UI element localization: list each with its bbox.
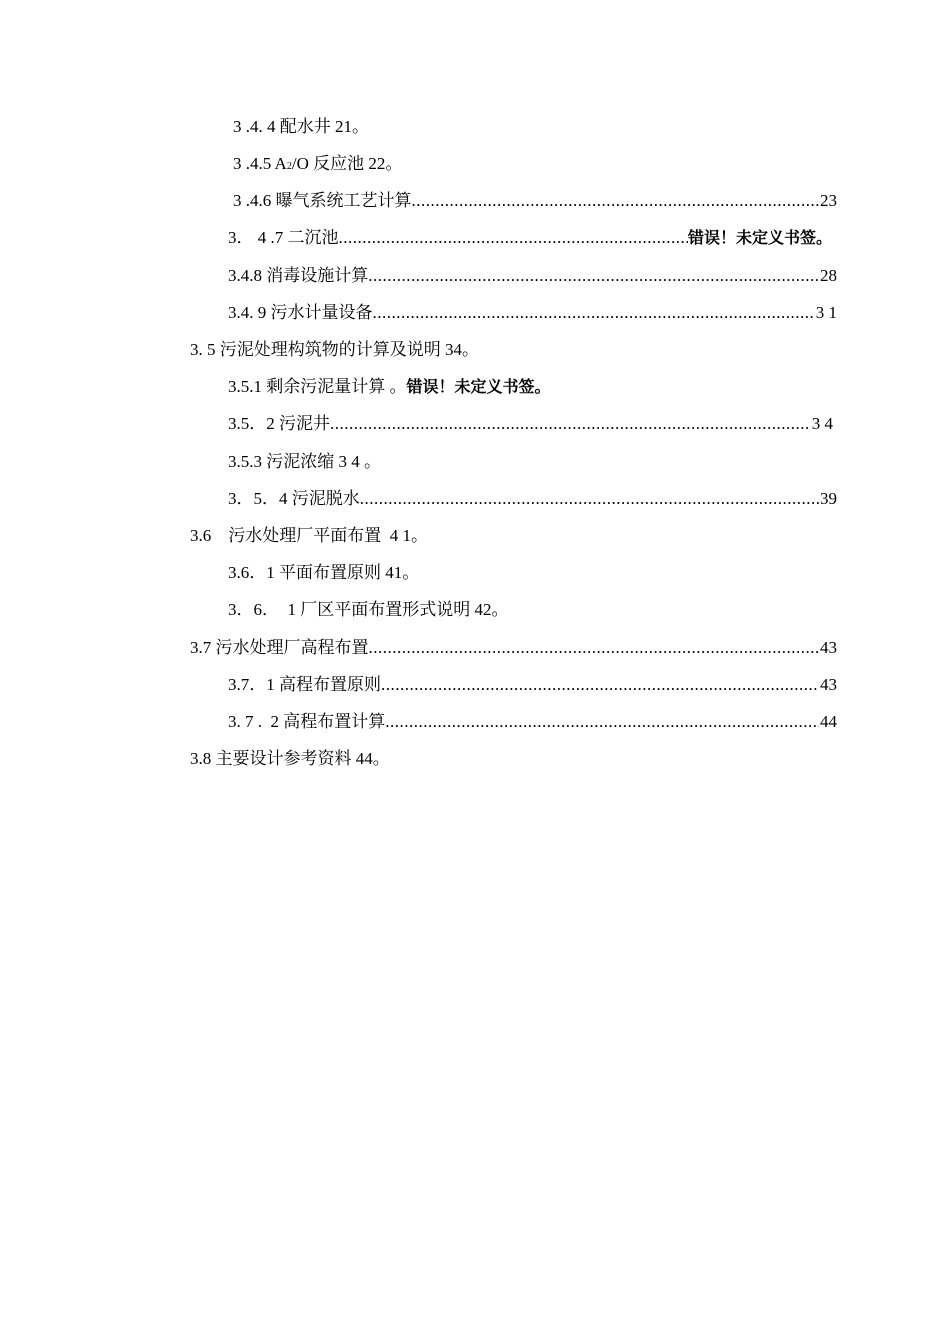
bookmark-error-text: 错误！未定义书签。 (406, 377, 551, 396)
dot-leader (412, 189, 820, 213)
toc-entry-3-5-3[interactable] (228, 450, 381, 474)
toc-entry-3-7[interactable] (190, 636, 837, 660)
toc-entry-3-8[interactable] (190, 747, 390, 771)
toc-entry-3-5[interactable] (190, 338, 479, 362)
dot-leader (339, 226, 688, 250)
toc-entry-3-5-1[interactable] (228, 375, 551, 399)
toc-entry-text: 3.8 主要设计参考资料 44。 (190, 749, 390, 768)
toc-page-number: 23 (820, 191, 837, 210)
toc-entry-text: 3.4.8 消毒设施计算 (228, 266, 369, 285)
toc-entry-text: 3.7 污水处理厂高程布置 (190, 638, 369, 657)
toc-entry-3-4-9[interactable] (228, 301, 837, 325)
toc-entry-text: 3.6 污水处理厂平面布置 4 1。 (190, 526, 428, 545)
toc-page-number: 3 4 (811, 414, 833, 433)
dot-leader (373, 301, 815, 325)
toc-entry-3-4-8[interactable] (228, 264, 837, 288)
toc-entry-3-6-1[interactable] (228, 561, 419, 585)
toc-entry-text: 3. 7 . 2 高程布置计算 (228, 712, 386, 731)
toc-entry-text: 3.5．2 污泥井 (228, 414, 330, 433)
toc-entry-3-5-4[interactable] (228, 487, 837, 511)
toc-entry-text: 3.6．1 平面布置原则 41。 (228, 563, 420, 582)
toc-entry-text: 3.5.1 剩余污泥量计算 。 (228, 377, 407, 396)
toc-entry-text: 3 .4.6 曝气系统工艺计算 (233, 191, 412, 210)
toc-entry-3-4-5[interactable]: 3 .4.5 A 2 /O 反应池 22。 (233, 152, 402, 176)
toc-page-number: 39 (820, 489, 837, 508)
dot-leader (368, 264, 819, 288)
toc-page-number: 43 (820, 675, 837, 694)
toc-entry-text: 3. 5 污泥处理构筑物的计算及说明 34。 (190, 340, 479, 359)
toc-entry-3-4-4[interactable] (233, 115, 369, 139)
toc-page-number: 43 (820, 638, 837, 657)
dot-leader (330, 412, 811, 436)
toc-page-number: 28 (820, 266, 837, 285)
bookmark-error-text: 错误！未定义书签。 (687, 228, 832, 247)
toc-entry-3-7-2[interactable] (228, 710, 837, 734)
toc-entry-text: 3． 4 .7 二沉池 (228, 228, 339, 247)
toc-entry-text: 3 .4.5 A (233, 154, 287, 173)
toc-entry-text-suffix: /O 反应池 22。 (291, 154, 403, 173)
toc-entry-text: 3.5.3 污泥浓缩 3 4 。 (228, 452, 381, 471)
toc-entry-3-4-6[interactable] (233, 189, 837, 213)
toc-entry-3-5-2[interactable] (228, 412, 833, 436)
toc-entry-3-7-1[interactable] (228, 673, 837, 697)
toc-entry-text: 3.4. 9 污水计量设备 (228, 303, 373, 322)
toc-entry-3-6-1-layout[interactable] (228, 598, 509, 622)
dot-leader (360, 487, 819, 511)
toc-entry-3-4-7[interactable] (228, 226, 832, 250)
toc-page-number: 3 1 (815, 303, 837, 322)
dot-leader (381, 673, 819, 697)
toc-entry-3-6[interactable] (190, 524, 428, 548)
toc-entry-text: 3.7．1 高程布置原则 (228, 675, 381, 694)
toc-entry-text: 3 .4. 4 配水井 21。 (233, 117, 369, 136)
toc-entry-text: 3．6． 1 厂区平面布置形式说明 42。 (228, 600, 509, 619)
dot-leader (369, 636, 820, 660)
toc-page-number: 44 (820, 712, 837, 731)
dot-leader (385, 710, 819, 734)
toc-entry-text: 3．5．4 污泥脱水 (228, 489, 360, 508)
